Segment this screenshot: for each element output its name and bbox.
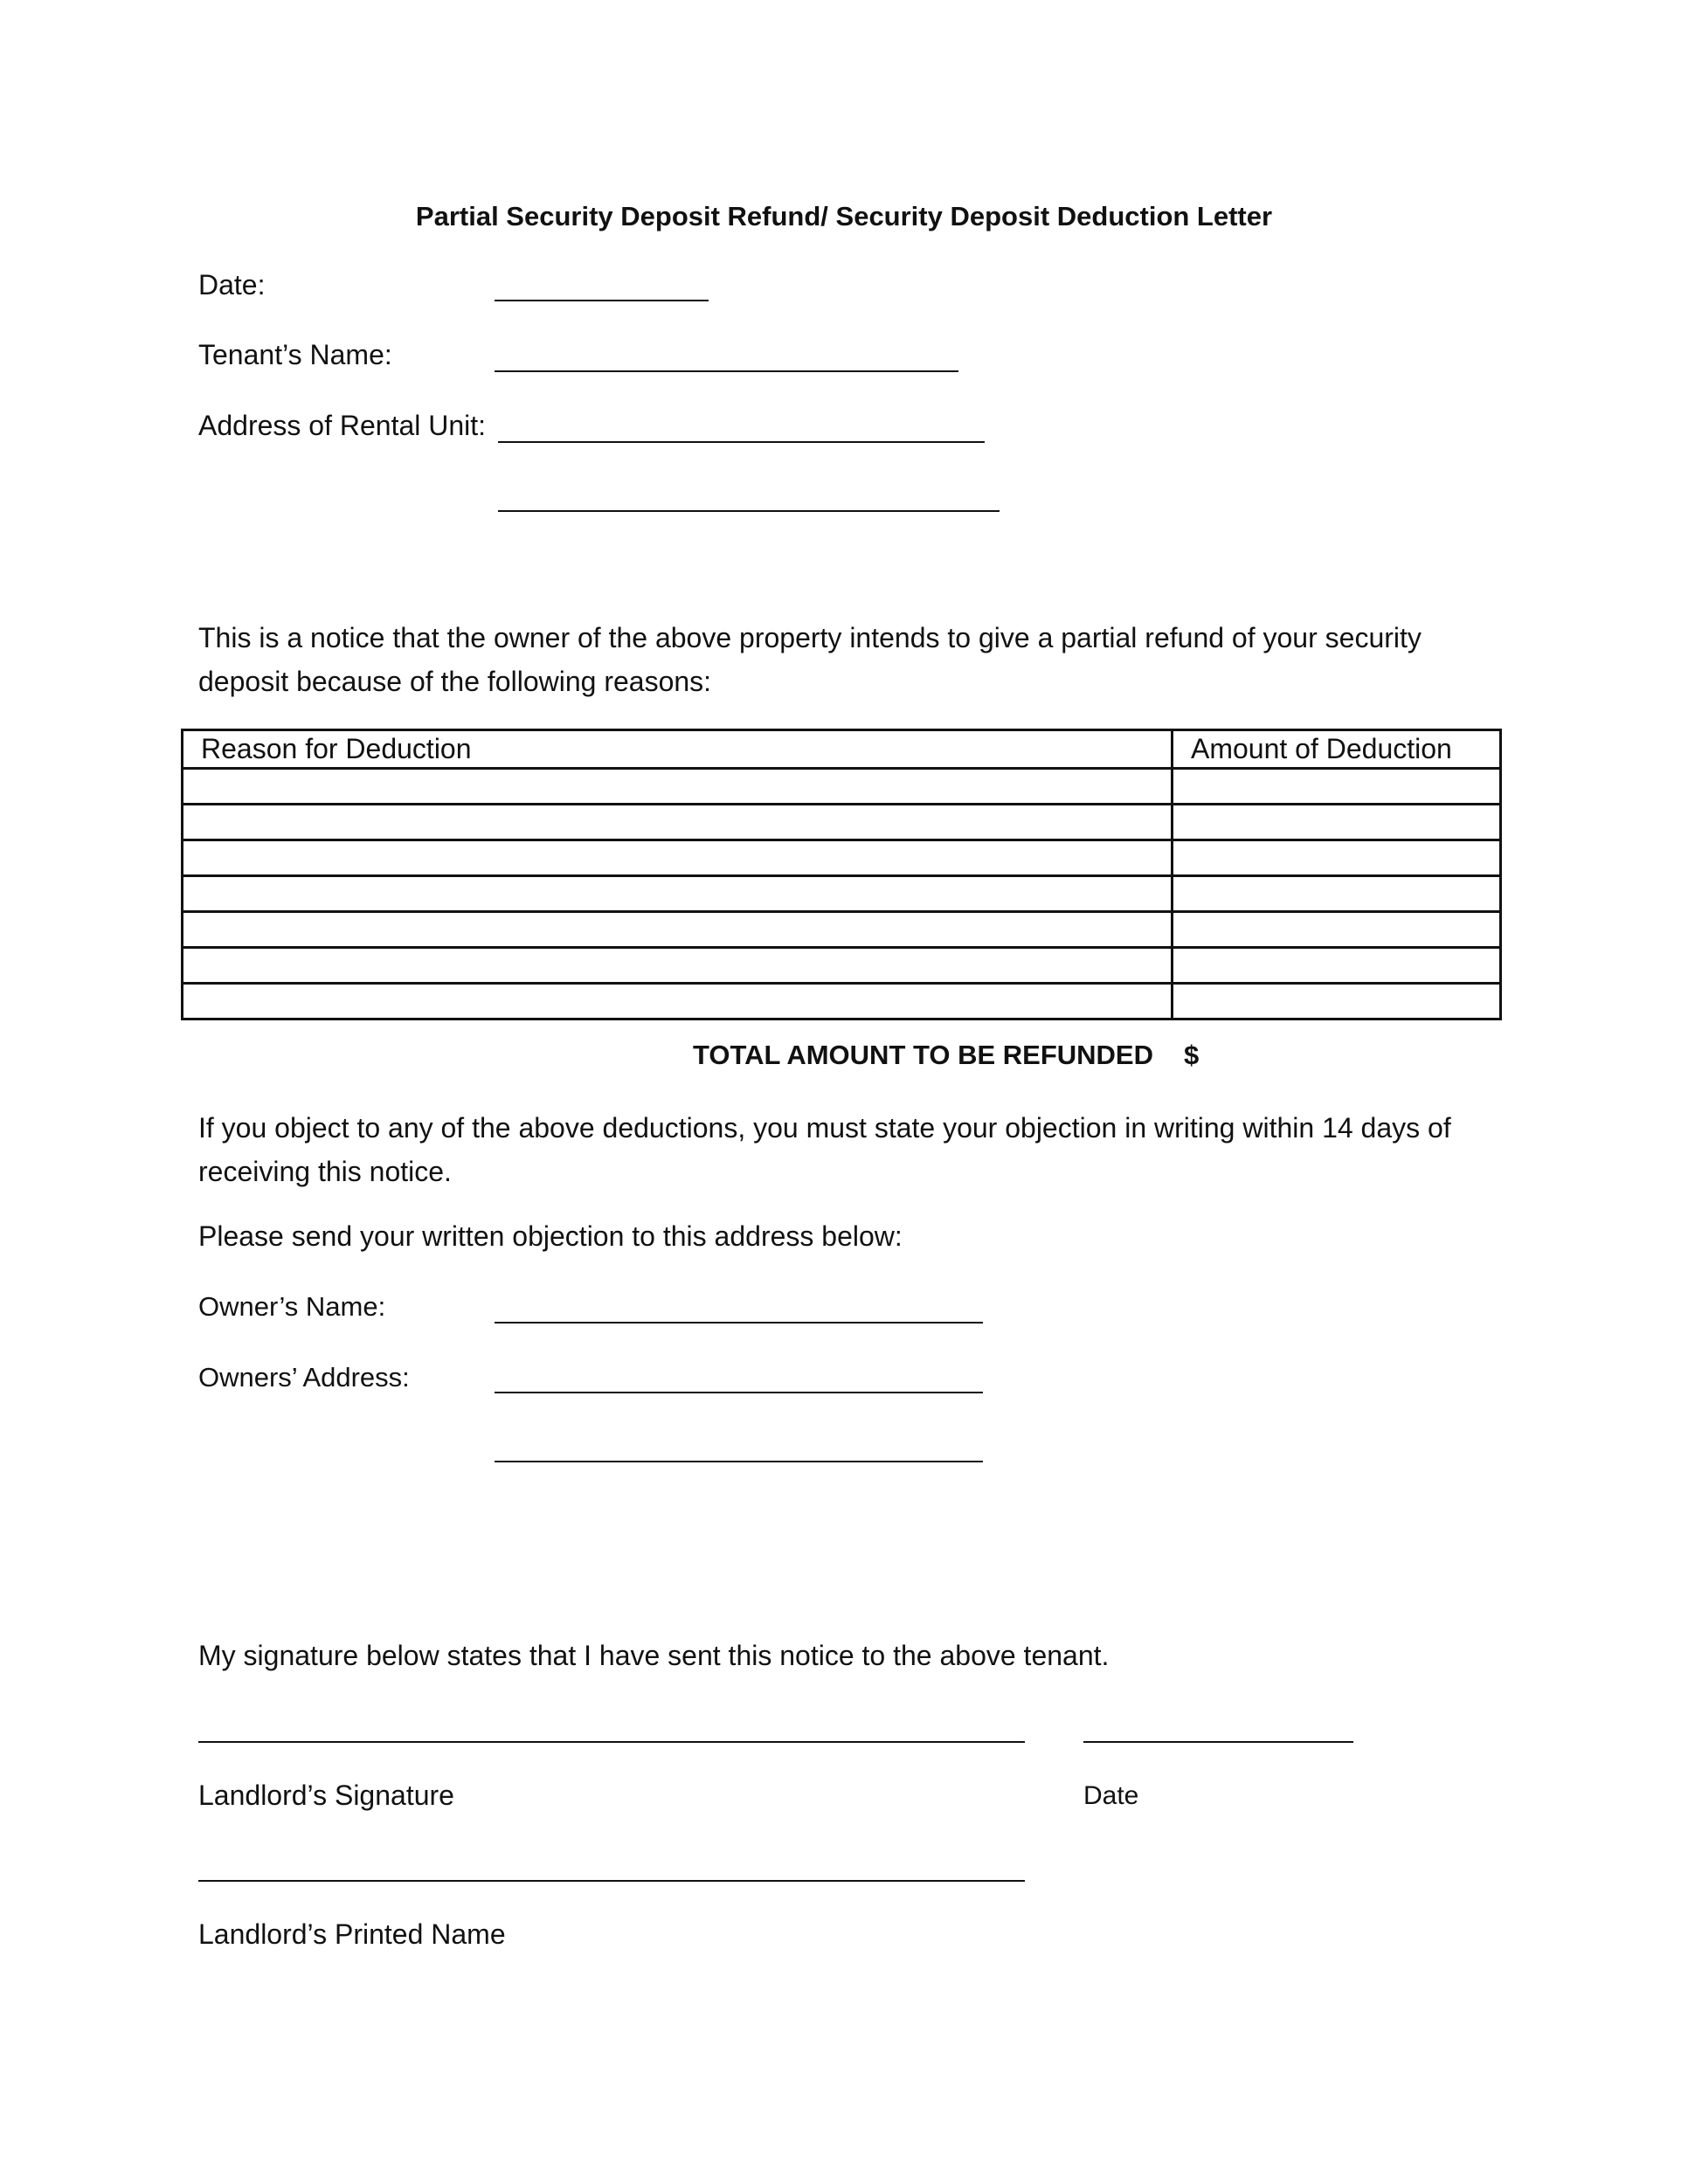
total-currency: $ xyxy=(1184,1040,1200,1070)
signature-date-line[interactable] xyxy=(1083,1741,1353,1743)
send-instructions: Please send your written objection to this address below: xyxy=(198,1220,903,1252)
reason-cell[interactable] xyxy=(183,840,1173,876)
document-title: Partial Security Deposit Refund/ Security Deposit Deduction Letter xyxy=(415,201,1273,232)
owner-name-line[interactable] xyxy=(495,1322,983,1324)
tenant-name-line[interactable] xyxy=(495,370,958,372)
amount-cell[interactable] xyxy=(1173,805,1501,840)
amount-cell[interactable] xyxy=(1173,912,1501,948)
table-row xyxy=(183,912,1501,948)
amount-cell[interactable] xyxy=(1173,948,1501,984)
amount-cell[interactable] xyxy=(1173,840,1501,876)
table-row xyxy=(183,769,1501,805)
notice-paragraph: This is a notice that the owner of the above property intends to give a partial refund of your security deposit because of the following reasons: xyxy=(198,622,1422,697)
date-label: Date: xyxy=(198,269,266,301)
tenant-name-label: Tenant’s Name: xyxy=(198,339,392,370)
table-row xyxy=(183,840,1501,876)
landlord-printed-name-label: Landlord’s Printed Name xyxy=(198,1918,506,1950)
date-line[interactable] xyxy=(495,300,709,301)
deduction-table xyxy=(181,729,1502,1020)
signature-date-label: Date xyxy=(1083,1781,1139,1810)
rental-address-line-2[interactable] xyxy=(498,510,1000,512)
reason-cell[interactable] xyxy=(183,912,1173,948)
owner-address-label: Owners’ Address: xyxy=(198,1362,410,1393)
reason-cell[interactable] xyxy=(183,769,1173,805)
amount-cell[interactable] xyxy=(1173,769,1501,805)
table-row xyxy=(183,876,1501,912)
reason-cell[interactable] xyxy=(183,948,1173,984)
rental-address-label: Address of Rental Unit: xyxy=(198,410,487,441)
rental-address-line-1[interactable] xyxy=(498,441,985,443)
landlord-printed-name-line[interactable] xyxy=(198,1880,1025,1882)
table-row xyxy=(183,948,1501,984)
table-row xyxy=(183,805,1501,840)
owner-address-line-2[interactable] xyxy=(495,1461,983,1462)
landlord-signature-line[interactable] xyxy=(198,1741,1025,1743)
column-header-reason: Reason for Deduction xyxy=(183,730,1173,769)
owner-address-line-1[interactable] xyxy=(495,1392,983,1393)
column-header-amount: Amount of Deduction xyxy=(1173,730,1501,769)
total-label: TOTAL AMOUNT TO BE REFUNDED xyxy=(693,1040,1153,1070)
table-row xyxy=(183,984,1501,1019)
owner-name-label: Owner’s Name: xyxy=(198,1291,386,1322)
landlord-signature-label: Landlord’s Signature xyxy=(198,1780,454,1811)
table-header-row xyxy=(183,730,1501,769)
amount-cell[interactable] xyxy=(1173,876,1501,912)
reason-cell[interactable] xyxy=(183,876,1173,912)
reason-cell[interactable] xyxy=(183,805,1173,840)
amount-cell[interactable] xyxy=(1173,984,1501,1019)
reason-cell[interactable] xyxy=(183,984,1173,1019)
signature-statement: My signature below states that I have sent this notice to the above tenant. xyxy=(198,1640,1110,1671)
objection-paragraph: If you object to any of the above deductions, you must state your objection in writing within 14 days of receiving this notice. xyxy=(198,1112,1451,1187)
